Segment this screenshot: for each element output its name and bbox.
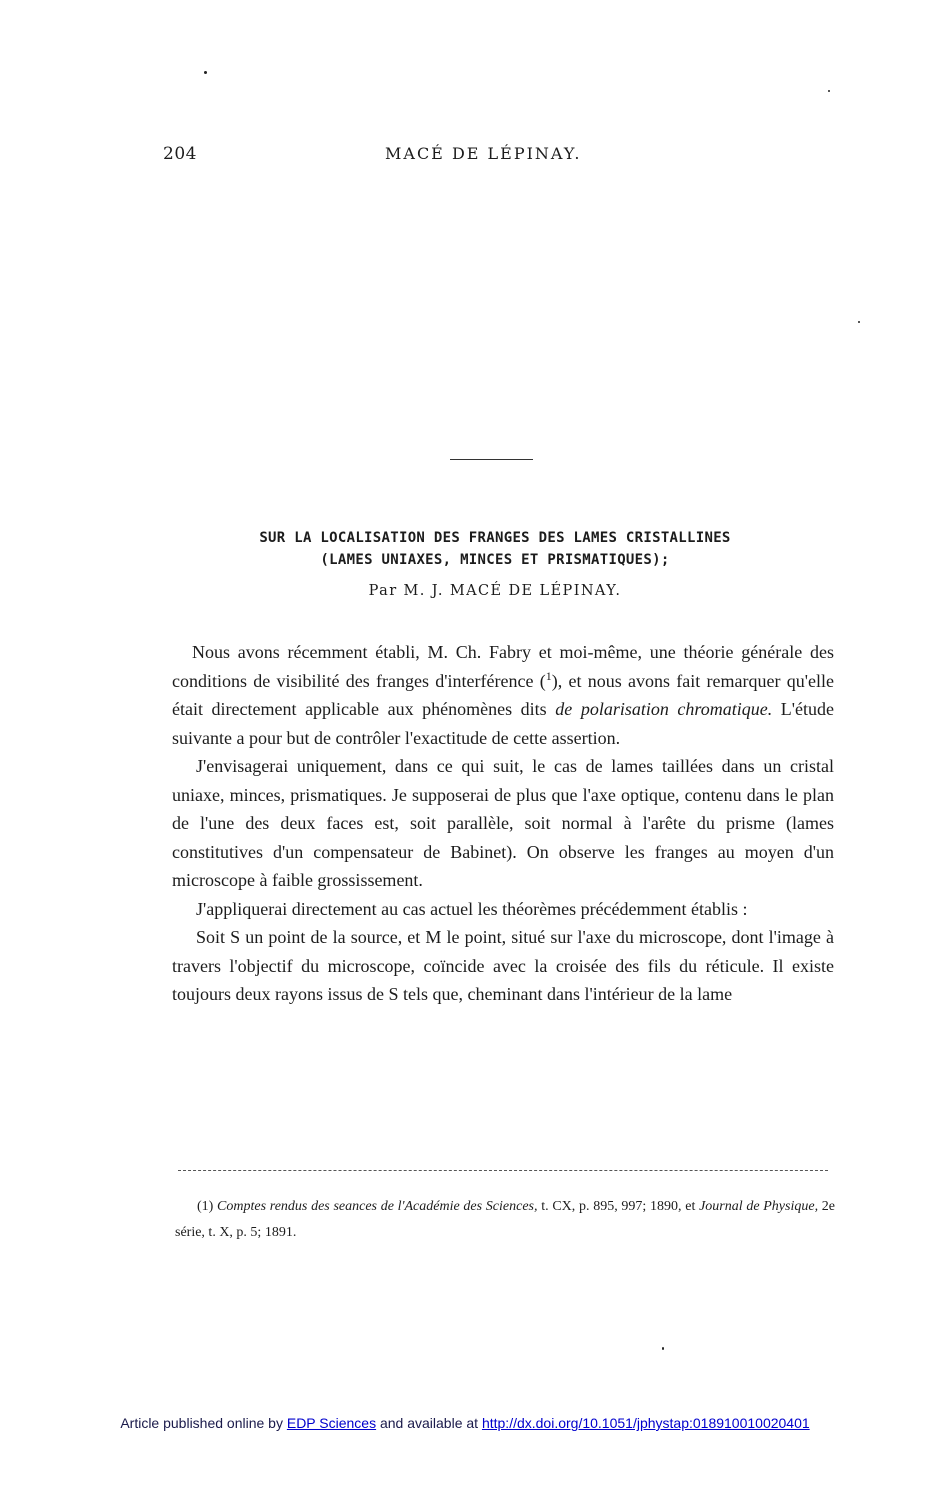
article-title-line-1: SUR LA LOCALISATION DES FRANGES DES LAMES CRISTALLINES: [259, 530, 731, 546]
running-head-title: MACÉ DE LÉPINAY.: [385, 144, 582, 163]
footnote: [175, 1194, 835, 1246]
footnote-source-2: Journal de Physique,: [699, 1199, 819, 1214]
footnote-source-1: Comptes rendus des seances de l'Académie des Sciences,: [217, 1199, 538, 1214]
publication-notice: [0, 1415, 930, 1431]
paragraph-1-text-a: Nous avons récemment établi, M. Ch. Fabry et moi-même, une théorie générale des conditions de visibilité des franges d'interférence (: [172, 642, 834, 691]
paragraph-1-text-b: ), et nous avons fait remarquer qu'elle était directement applicable aux phénomènes dits: [172, 670, 834, 719]
article-heading: [130, 527, 860, 599]
author-byline: Par M. J. MACÉ DE LÉPINAY.: [368, 583, 622, 599]
scan-speck: [662, 1347, 664, 1350]
page-number: 204: [163, 144, 197, 164]
footnote-reference[interactable]: 1: [545, 668, 552, 683]
scan-speck: [828, 90, 830, 92]
section-divider: [450, 459, 533, 460]
scan-speck: [204, 71, 207, 74]
paragraph-2: J'envisagerai uniquement, dans ce qui suit, le cas de lames taillées dans un cristal uniaxe, minces, prismatiques. Je supposerai de plus que l'axe optique, contenu dans le plan de l'une des deux faces est, soit parallèle, soit normal à l'arête du prisme (lames constitutives d'un compensateur de Babinet). On observe les franges au moyen d'un microscope à faible grossissement.: [172, 756, 834, 890]
footnote-separator: [178, 1170, 828, 1171]
paragraph-1: [172, 638, 834, 752]
scan-speck: [858, 321, 860, 323]
publication-middle: and available at: [376, 1415, 482, 1431]
article-body: [172, 638, 834, 1009]
publication-prefix: Article published online by: [120, 1415, 287, 1431]
article-title-line-2: (LAMES UNIAXES, MINCES ET PRISMATIQUES);: [320, 552, 670, 568]
footnote-mark: (1): [197, 1199, 214, 1214]
paragraph-3: J'appliquerai directement au cas actuel les théorèmes précédemment établis :: [196, 898, 748, 919]
footnote-text-1: t. CX, p. 895, 997; 1890, et: [537, 1199, 700, 1214]
running-head: [0, 144, 930, 168]
paragraph-4: Soit S un point de la source, et M le point, situé sur l'axe du microscope, dont l'image à travers l'objectif du microscope, coïncide avec la croisée des fils du réticule. Il existe toujours deux rayons issus de S tels que, cheminant dans l'intérieur de la lame: [172, 927, 834, 1004]
footnote-1: [175, 1194, 835, 1246]
publisher-link[interactable]: EDP Sciences: [286, 1415, 377, 1431]
doi-link[interactable]: http://dx.doi.org/10.1051/jphystap:018910010020401: [481, 1415, 810, 1431]
paragraph-1-emphasis: de polarisation chromatique.: [555, 699, 773, 719]
footnote-text-2: 2e série, t. X, p. 5; 1891.: [175, 1199, 836, 1240]
paragraph-1-text-c: L'étude suivante a pour but de contrôler l'exactitude de cette assertion.: [172, 699, 835, 748]
